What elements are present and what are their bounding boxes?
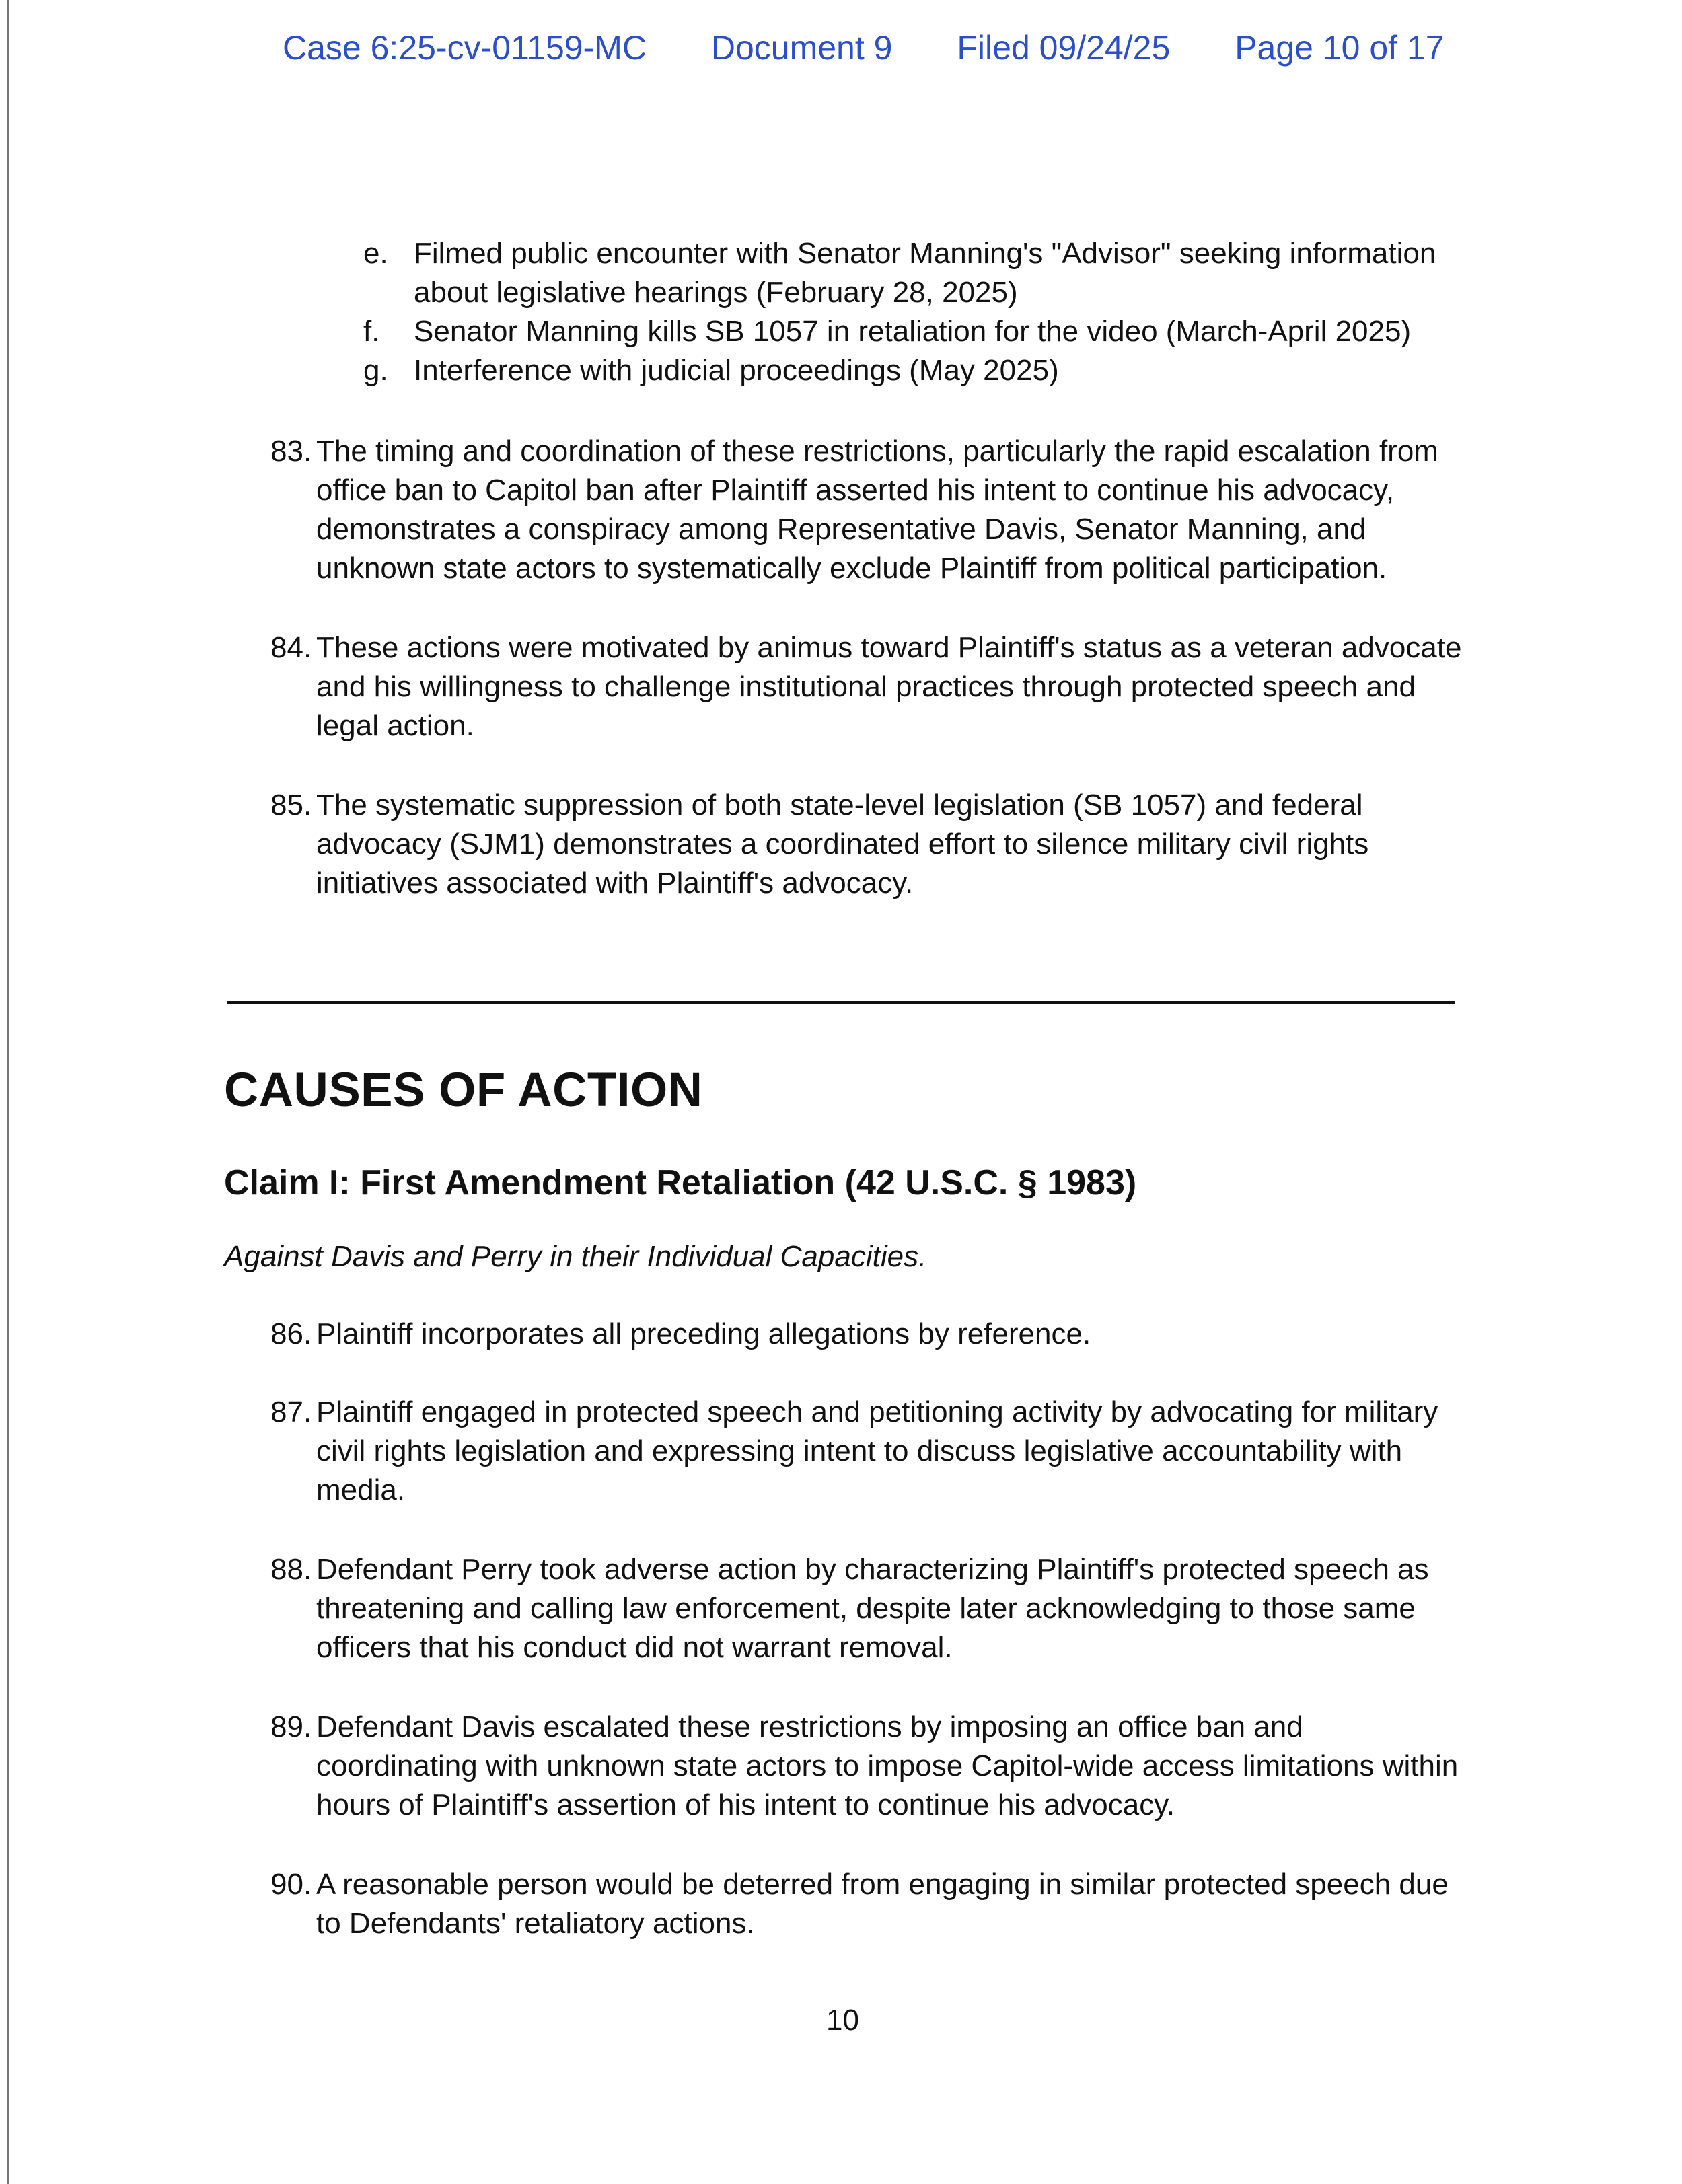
claim-against-line: Against Davis and Perry in their Individual Capacities. — [224, 1240, 927, 1273]
list-text: Interference with judicial proceedings (May 2025) — [414, 354, 1059, 387]
paragraph-87 — [270, 1393, 1468, 1510]
document-number: Document 9 — [710, 29, 893, 67]
paragraph-text: The timing and coordination of these restrictions, particularly the rapid escalation from office ban to Capitol ban after Plaintiff asserted his intent to continue his advocacy, demonstrates a conspiracy among Representative Davis, Senator Manning, and unknown state actors to systematically exclude Plaintiff from political participation. — [316, 435, 1438, 585]
claim-heading: Claim I: First Amendment Retaliation (42 U.S.C. § 1983) — [224, 1163, 1137, 1202]
paragraph-88 — [270, 1550, 1468, 1667]
paragraph-text: Defendant Perry took adverse action by characterizing Plaintiff's protected speech as threatening and calling law enforcement, despite later acknowledging to those same officers that his conduct did not warrant removal. — [316, 1553, 1429, 1664]
case-number: Case 6:25-cv-01159-MC — [283, 29, 647, 67]
page-number: 10 — [826, 2004, 859, 2037]
paragraph-number: 83. — [270, 435, 312, 468]
case-header — [283, 28, 1445, 67]
paragraph-86 — [270, 1315, 1468, 1354]
list-letter: g. — [363, 354, 388, 387]
paragraph-number: 84. — [270, 631, 312, 664]
list-letter: e. — [363, 237, 388, 270]
list-item — [363, 312, 1453, 351]
paragraph-83 — [270, 432, 1468, 588]
paragraph-number: 89. — [270, 1710, 312, 1743]
paragraph-text: The systematic suppression of both state-level legislation (SB 1057) and federal advocacy (SJM1) demonstrates a coordinated effort to silence military civil rights initiatives associated with Plaintiff's advocacy. — [316, 789, 1369, 900]
scan-edge-line — [7, 0, 9, 2184]
page-indicator: Page 10 of 17 — [1235, 29, 1445, 67]
paragraph-text: Plaintiff incorporates all preceding allegations by reference. — [316, 1317, 1091, 1350]
paragraph-text: These actions were motivated by animus toward Plaintiff's status as a veteran advocate and his willingness to challenge institutional practices through protected speech and legal action. — [316, 631, 1462, 742]
causes-of-action-heading: CAUSES OF ACTION — [224, 1064, 703, 1117]
paragraph-text: Defendant Davis escalated these restrictions by imposing an office ban and coordinating with unknown state actors to impose Capitol-wide access limitations within hours of Plaintiff's assertion of his intent to continue his advocacy. — [316, 1710, 1459, 1821]
list-item — [363, 234, 1453, 312]
paragraph-90 — [270, 1865, 1468, 1943]
paragraph-number: 88. — [270, 1553, 312, 1586]
paragraph-text: Plaintiff engaged in protected speech and petitioning activity by advocating for military civil rights legislation and expressing intent to discuss legislative accountability with media. — [316, 1395, 1438, 1506]
paragraph-85 — [270, 786, 1468, 903]
paragraph-number: 85. — [270, 789, 312, 822]
sub-item-list — [363, 234, 1453, 390]
paragraph-number: 86. — [270, 1317, 312, 1350]
section-divider — [227, 1001, 1455, 1004]
list-item — [363, 351, 1453, 390]
list-letter: f. — [363, 315, 380, 348]
paragraph-89 — [270, 1708, 1468, 1825]
paragraph-number: 87. — [270, 1395, 312, 1428]
filed-date: Filed 09/24/25 — [957, 29, 1171, 67]
paragraph-number: 90. — [270, 1868, 312, 1901]
paragraph-84 — [270, 628, 1468, 745]
list-text: Filmed public encounter with Senator Manning's "Advisor" seeking information about legislative hearings (February 28, 2025) — [414, 237, 1436, 309]
paragraph-text: A reasonable person would be deterred from engaging in similar protected speech due to Defendants' retaliatory actions. — [316, 1868, 1449, 1940]
list-text: Senator Manning kills SB 1057 in retaliation for the video (March-April 2025) — [414, 315, 1412, 348]
